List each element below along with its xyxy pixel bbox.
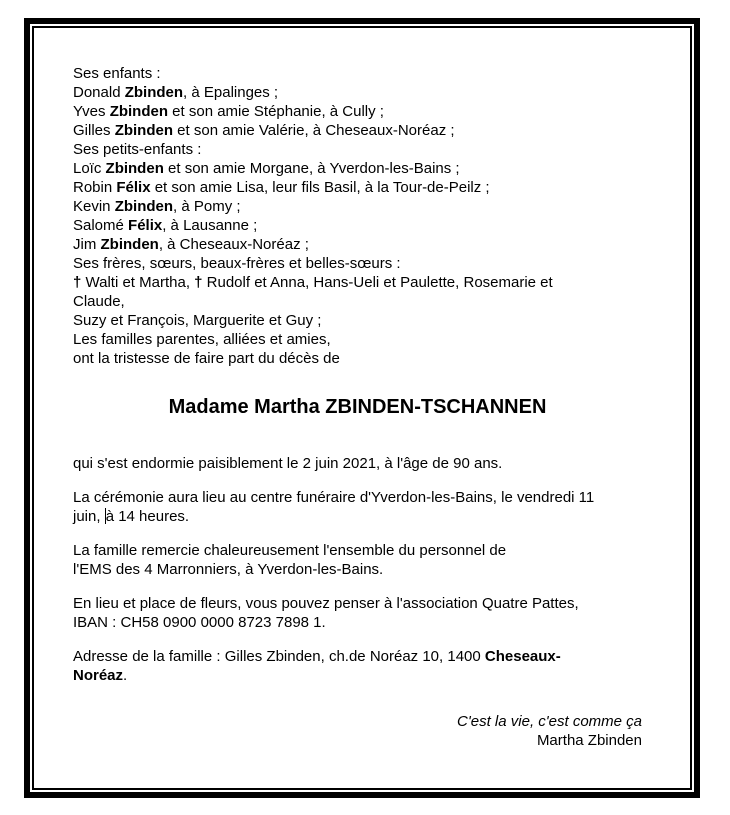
notice-line xyxy=(73,488,642,507)
notice-line xyxy=(73,454,642,473)
text: Robin xyxy=(73,179,117,196)
notice-line xyxy=(73,507,642,526)
text: Adresse de la famille : Gilles Zbinden, ch.de Noréaz 10, 1400 xyxy=(73,648,485,665)
text: Suzy et François, Marguerite et Guy ; xyxy=(73,312,322,329)
bold-text: Cheseaux- xyxy=(484,648,561,665)
notice-line xyxy=(73,560,642,579)
bold-text: Zbinden xyxy=(114,122,174,139)
text: Ses frères, sœurs, beaux-frères et belles-sœurs : xyxy=(73,255,401,272)
notice-line xyxy=(73,140,642,159)
text: et son amie Valérie, à Cheseaux-Noréaz ; xyxy=(173,122,455,139)
text: Kevin xyxy=(73,198,115,215)
closing-signature: Martha Zbinden xyxy=(536,732,642,749)
notice-content xyxy=(32,26,692,790)
notice-paragraphs xyxy=(73,454,642,685)
text: . xyxy=(123,667,128,684)
paragraph-death-date xyxy=(73,454,642,473)
text: La cérémonie aura lieu au centre funéraire d'Yverdon-les-Bains, le vendredi 11 xyxy=(73,489,595,506)
notice-line xyxy=(73,647,642,666)
notice-line xyxy=(73,83,642,102)
bold-text: Zbinden xyxy=(124,84,184,101)
text: ont la tristesse de faire part du décès de xyxy=(73,350,340,367)
notice-line xyxy=(73,349,642,368)
text: et son amie Morgane, à Yverdon-les-Bains ; xyxy=(163,160,460,177)
text: La famille remercie chaleureusement l'ensemble du personnel de xyxy=(73,542,507,559)
text: Ses petits-enfants : xyxy=(73,141,202,158)
closing-block xyxy=(73,712,642,750)
notice-line xyxy=(73,102,642,121)
bold-text: Félix xyxy=(128,217,163,234)
notice-line xyxy=(73,121,642,140)
text: En lieu et place de fleurs, vous pouvez penser à l'association Quatre Pattes, xyxy=(73,595,579,612)
notice-line xyxy=(73,594,642,613)
notice-line xyxy=(73,178,642,197)
bold-text: † xyxy=(73,274,82,291)
text: à 14 heures. xyxy=(105,508,190,525)
text: IBAN : CH58 0900 0000 8723 7898 1. xyxy=(73,614,326,631)
text: et son amie Stéphanie, à Cully ; xyxy=(168,103,384,120)
notice-line xyxy=(73,254,642,273)
bold-text: Zbinden xyxy=(100,236,159,253)
text: juin, xyxy=(73,508,105,525)
notice-line xyxy=(73,273,642,292)
notice-line xyxy=(73,235,642,254)
paragraph-ceremony xyxy=(73,488,642,526)
text: Claude, xyxy=(73,293,125,310)
text: et son amie Lisa, leur fils Basil, à la Tour-de-Peilz ; xyxy=(150,179,490,196)
notice-border-frame xyxy=(24,18,700,798)
paragraph-donations xyxy=(73,594,642,632)
paragraph-thanks xyxy=(73,541,642,579)
text: Rudolf et Anna, Hans-Ueli et Paulette, Rosemarie et xyxy=(202,274,553,291)
bold-text: Zbinden xyxy=(105,160,164,177)
bold-text: Zbinden xyxy=(114,198,174,215)
text: l'EMS des 4 Marronniers, à Yverdon-les-Bains. xyxy=(73,561,384,578)
bold-text: Noréaz xyxy=(73,667,124,684)
notice-line xyxy=(73,64,642,83)
notice-line xyxy=(73,292,642,311)
text: Gilles xyxy=(73,122,115,139)
closing-quote: C'est la vie, c'est comme ça xyxy=(457,713,642,730)
bold-text: † xyxy=(194,274,203,291)
text: Ses enfants : xyxy=(73,65,161,82)
notice-line xyxy=(73,159,642,178)
text: Walti et Martha, xyxy=(81,274,195,291)
text: , à Lausanne ; xyxy=(162,217,258,234)
text: , à Pomy ; xyxy=(173,198,241,215)
bold-text: Félix xyxy=(116,179,151,196)
text: Jim xyxy=(73,236,101,253)
notice-line xyxy=(73,311,642,330)
text: , à Epalinges ; xyxy=(183,84,279,101)
notice-line xyxy=(73,216,642,235)
text: , à Cheseaux-Noréaz ; xyxy=(158,236,309,253)
notice-line xyxy=(73,666,642,685)
notice-line xyxy=(73,197,642,216)
text: Donald xyxy=(73,84,125,101)
text: Yves xyxy=(73,103,110,120)
notice-line xyxy=(73,541,642,560)
notice-line xyxy=(73,330,642,349)
text: Loïc xyxy=(73,160,106,177)
notice-line xyxy=(73,613,642,632)
text: qui s'est endormie paisiblement le 2 juin 2021, à l'âge de 90 ans. xyxy=(73,455,503,472)
family-list xyxy=(73,64,642,368)
deceased-name-title: Madame Martha ZBINDEN-TSCHANNEN xyxy=(168,396,547,418)
bold-text: Zbinden xyxy=(109,103,169,120)
text: Salomé xyxy=(73,217,129,234)
text: Les familles parentes, alliées et amies, xyxy=(73,331,331,348)
paragraph-family-address xyxy=(73,647,642,685)
